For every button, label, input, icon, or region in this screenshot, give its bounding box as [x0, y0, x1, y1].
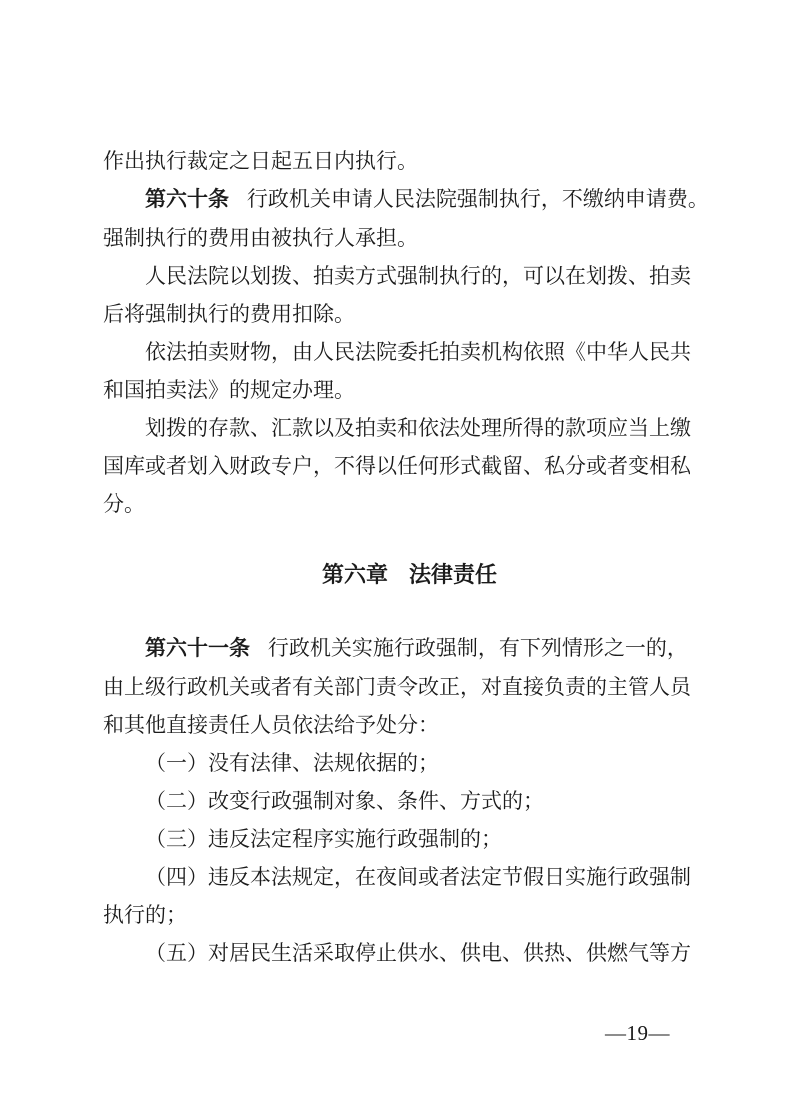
list-item-3	[103, 820, 716, 858]
article-61-text: 行政机关实施行政强制，有下列情形之一的，	[267, 636, 688, 660]
list-item-5	[103, 934, 716, 972]
body-line: 划拨的存款、汇款以及拍卖和依法处理所得的款项应当上缴	[145, 416, 691, 440]
body-line: 由上级行政机关或者有关部门责令改正，对直接负责的主管人员	[103, 675, 691, 699]
body-line	[103, 629, 716, 668]
paragraph-auction-law	[103, 333, 716, 409]
body-line: 作出执行裁定之日起五日内执行。	[103, 149, 418, 173]
body-line: 和其他直接责任人员依法给予处分：	[103, 713, 439, 737]
paragraph-funds	[103, 409, 716, 523]
body-line: 分。	[103, 492, 145, 516]
body-line: 国库或者划入财政专户，不得以任何形式截留、私分或者变相私	[103, 454, 691, 478]
paragraph-court-deduct	[103, 257, 716, 333]
body-line: （三）违反法定程序实施行政强制的；	[145, 827, 502, 851]
chapter-title: 法律责任	[408, 562, 497, 587]
list-item-4	[103, 858, 716, 934]
article-60-number: 第六十条	[145, 188, 229, 211]
chapter-number: 第六章	[322, 562, 389, 587]
list-item-1	[103, 744, 716, 782]
article-61-number: 第六十一条	[145, 637, 250, 660]
body-line: （五）对居民生活采取停止供水、供电、供热、供燃气等方	[145, 941, 691, 965]
article-60-text: 行政机关申请人民法院强制执行，不缴纳申请费。	[246, 187, 709, 211]
body-line: 强制执行的费用由被执行人承担。	[103, 226, 418, 250]
body-line: 依法拍卖财物，由人民法院委托拍卖机构依照《中华人民共	[145, 340, 691, 364]
body-line: 和国拍卖法》的规定办理。	[103, 378, 355, 402]
body-line: 后将强制执行的费用扣除。	[103, 302, 355, 326]
chapter-heading	[103, 556, 716, 594]
body-line: 人民法院以划拨、拍卖方式强制执行的，可以在划拨、拍卖	[145, 264, 691, 288]
body-line: （四）违反本法规定，在夜间或者法定节假日实施行政强制	[145, 865, 691, 889]
paragraph-article-61	[103, 629, 716, 744]
body-line	[103, 180, 716, 219]
text-block	[103, 142, 716, 972]
body-line: （一）没有法律、法规依据的；	[145, 751, 439, 775]
body-line: （二）改变行政强制对象、条件、方式的；	[145, 789, 544, 813]
body-line: 执行的；	[103, 903, 187, 927]
page-number: —19—	[605, 1021, 670, 1045]
paragraph-article-60	[103, 180, 716, 257]
list-item-2	[103, 782, 716, 820]
paragraph-continuation	[103, 142, 716, 180]
